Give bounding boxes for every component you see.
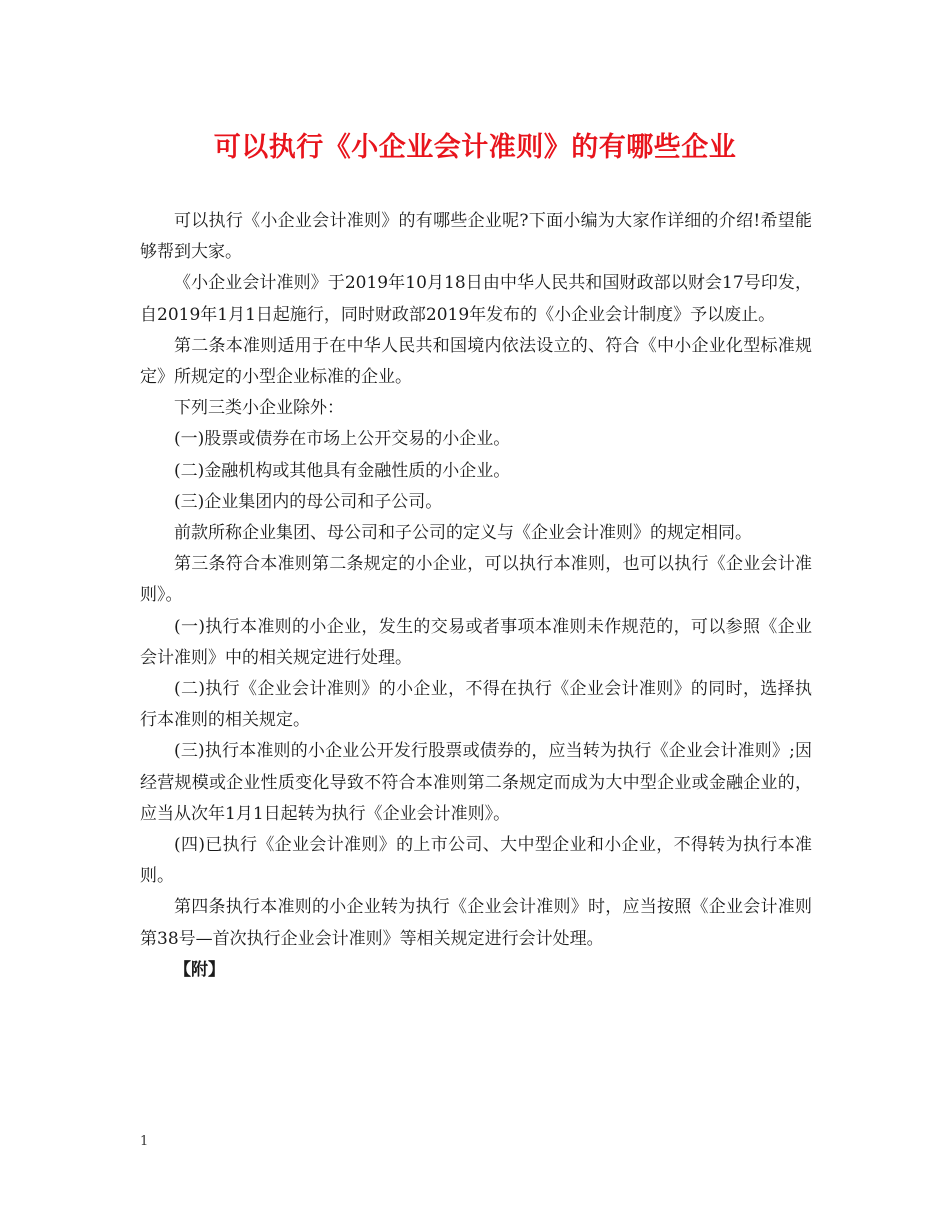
document-title: 可以执行《小企业会计准则》的有哪些企业 xyxy=(213,132,737,163)
paragraph-article-3: 第三条符合本准则第二条规定的小企业，可以执行本准则，也可以执行《企业会计准则》。 xyxy=(140,554,812,606)
paragraph-intro: 可以执行《小企业会计准则》的有哪些企业呢?下面小编为大家作详细的介绍!希望能够帮到大家。 xyxy=(140,211,812,263)
paragraph-issuance: 《小企业会计准则》于2019年10月18日由中华人民共和国财政部以财会17号印发，自2019年1月1日起施行，同时财政部2019年发布的《小企业会计制度》予以废止。 xyxy=(140,273,812,325)
paragraph-article-4: 第四条执行本准则的小企业转为执行《企业会计准则》时，应当按照《企业会计准则第38号—首次执行企业会计准则》等相关规定进行会计处理。 xyxy=(140,897,812,949)
paragraph-exclusions-heading: 下列三类小企业除外： xyxy=(174,398,344,419)
paragraph-exclusion-2: (二)金融机构或其他具有金融性质的小企业。 xyxy=(174,460,511,481)
paragraph-exclusion-3: (三)企业集团内的母公司和子公司。 xyxy=(174,491,443,512)
paragraph-article-2: 第二条本准则适用于在中华人民共和国境内依法设立的、符合《中小企业化型标准规定》所规定的小型企业标准的企业。 xyxy=(140,335,812,388)
paragraph-article-3-item-4: (四)已执行《企业会计准则》的上市公司、大中型企业和小企业，不得转为执行本准则。 xyxy=(140,835,812,887)
paragraph-article-3-item-2: (二)执行《企业会计准则》的小企业，不得在执行《企业会计准则》的同时，选择执行本准则的相关规定。 xyxy=(140,679,812,731)
paragraph-exclusion-1: (一)股票或债券在市场上公开交易的小企业。 xyxy=(174,429,511,450)
paragraph-article-3-item-1: (一)执行本准则的小企业，发生的交易或者事项本准则未作规范的，可以参照《企业会计准则》中的相关规定进行处理。 xyxy=(140,616,812,668)
paragraph-article-3-item-3: (三)执行本准则的小企业公开发行股票或债券的，应当转为执行《企业会计准则》;因经营规模或企业性质变化导致不符合本准则第二条规定而成为大中型企业或金融企业的，应当从次年1月1日起转为执行《企业会计准则》。 xyxy=(140,741,812,824)
paragraph-definition: 前款所称企业集团、母公司和子公司的定义与《企业会计准则》的规定相同。 xyxy=(174,523,752,544)
paragraph-appendix: 【附】 xyxy=(174,959,225,980)
document-body xyxy=(140,206,812,986)
page-number: 1 xyxy=(140,1134,149,1149)
